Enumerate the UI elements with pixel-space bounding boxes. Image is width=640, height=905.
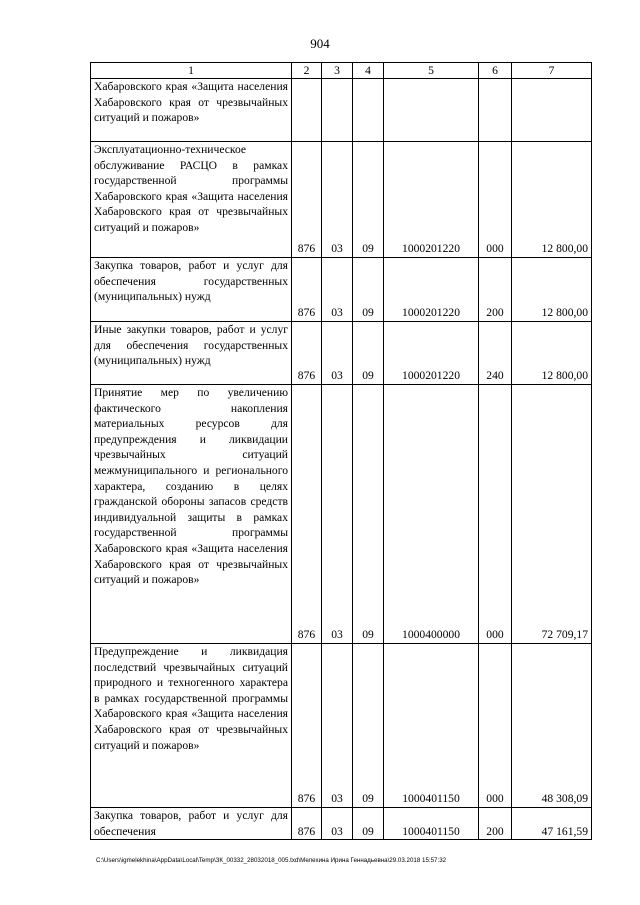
row-amount: 12 800,00 xyxy=(512,142,592,258)
row-section xyxy=(322,79,353,142)
table-row xyxy=(91,79,592,142)
row-amount: 47 161,59 xyxy=(512,808,592,840)
row-ministry: 876 xyxy=(292,258,322,322)
header-cell: 4 xyxy=(353,63,384,79)
row-subsection: 09 xyxy=(353,258,384,322)
row-ministry xyxy=(292,79,322,142)
row-target-code xyxy=(384,79,479,142)
row-expense-type: 000 xyxy=(479,644,512,808)
row-amount: 12 800,00 xyxy=(512,258,592,322)
row-amount: 12 800,00 xyxy=(512,322,592,385)
header-cell: 7 xyxy=(512,63,592,79)
row-section: 03 xyxy=(322,142,353,258)
row-description: Хабаровского края «Защита населения Хабаровского края от чрезвычайных ситуаций и пожаров» xyxy=(91,79,292,142)
row-target-code: 1000201220 xyxy=(384,322,479,385)
row-description: Предупреждение и ликвидация последствий чрезвычайных ситуаций природного и техногенного характера в рамках государственной программы Хабаровского края «Защита населения Хабаровского края от чрезвычайных ситуаций и пожаров» xyxy=(91,644,292,808)
row-description: Эксплуатационно-техническое обслуживание РАСЦО в рамках государственной программы Хабаровского края «Защита населения Хабаровского края от чрезвычайных ситуаций и пожаров» xyxy=(91,142,292,258)
row-section: 03 xyxy=(322,808,353,840)
row-section: 03 xyxy=(322,258,353,322)
row-ministry: 876 xyxy=(292,322,322,385)
table-row xyxy=(91,385,592,644)
row-amount xyxy=(512,79,592,142)
row-description: Закупка товаров, работ и услуг для обеспечения xyxy=(91,808,292,840)
row-target-code: 1000401150 xyxy=(384,808,479,840)
row-target-code: 1000400000 xyxy=(384,385,479,644)
file-path-footer: C:\Users\igmelekhina\AppData\Local\Temp\ЗК_00332_28032018_005.txd\Мелехина Ирина Геннадьевна\29.03.2018 15:57:32 xyxy=(96,857,447,864)
row-subsection xyxy=(353,79,384,142)
row-subsection: 09 xyxy=(353,142,384,258)
row-ministry: 876 xyxy=(292,808,322,840)
table-row xyxy=(91,258,592,322)
row-expense-type: 000 xyxy=(479,142,512,258)
row-expense-type: 000 xyxy=(479,385,512,644)
row-section: 03 xyxy=(322,644,353,808)
budget-table xyxy=(90,62,592,840)
row-description: Принятие мер по увеличению фактического накопления материальных ресурсов для предупреждения и ликвидации чрезвычайных ситуаций межмуниципального и регионального характера, созданию в целях гражданской обороны запасов средств индивидуальной защиты в рамках государственной программы Хабаровского края «Защита населения Хабаровского края от чрезвычайных ситуаций и пожаров» xyxy=(91,385,292,644)
table-header-row xyxy=(91,63,592,79)
row-subsection: 09 xyxy=(353,322,384,385)
row-target-code: 1000201220 xyxy=(384,258,479,322)
row-section: 03 xyxy=(322,385,353,644)
header-cell: 2 xyxy=(292,63,322,79)
header-cell: 3 xyxy=(322,63,353,79)
row-subsection: 09 xyxy=(353,808,384,840)
row-target-code: 1000201220 xyxy=(384,142,479,258)
row-ministry: 876 xyxy=(292,142,322,258)
row-ministry: 876 xyxy=(292,644,322,808)
row-amount: 72 709,17 xyxy=(512,385,592,644)
table-row xyxy=(91,322,592,385)
table-row xyxy=(91,142,592,258)
row-expense-type xyxy=(479,79,512,142)
row-expense-type: 200 xyxy=(479,808,512,840)
table-row xyxy=(91,644,592,808)
page-number: 904 xyxy=(310,36,330,51)
row-section: 03 xyxy=(322,322,353,385)
row-amount: 48 308,09 xyxy=(512,644,592,808)
header-cell: 1 xyxy=(91,63,292,79)
header-cell: 6 xyxy=(479,63,512,79)
row-expense-type: 240 xyxy=(479,322,512,385)
table-row xyxy=(91,808,592,840)
row-description: Закупка товаров, работ и услуг для обеспечения государственных (муниципальных) нужд xyxy=(91,258,292,322)
row-ministry: 876 xyxy=(292,385,322,644)
row-description: Иные закупки товаров, работ и услуг для обеспечения государственных (муниципальных) нужд xyxy=(91,322,292,385)
row-target-code: 1000401150 xyxy=(384,644,479,808)
row-subsection: 09 xyxy=(353,385,384,644)
row-subsection: 09 xyxy=(353,644,384,808)
row-expense-type: 200 xyxy=(479,258,512,322)
header-cell: 5 xyxy=(384,63,479,79)
